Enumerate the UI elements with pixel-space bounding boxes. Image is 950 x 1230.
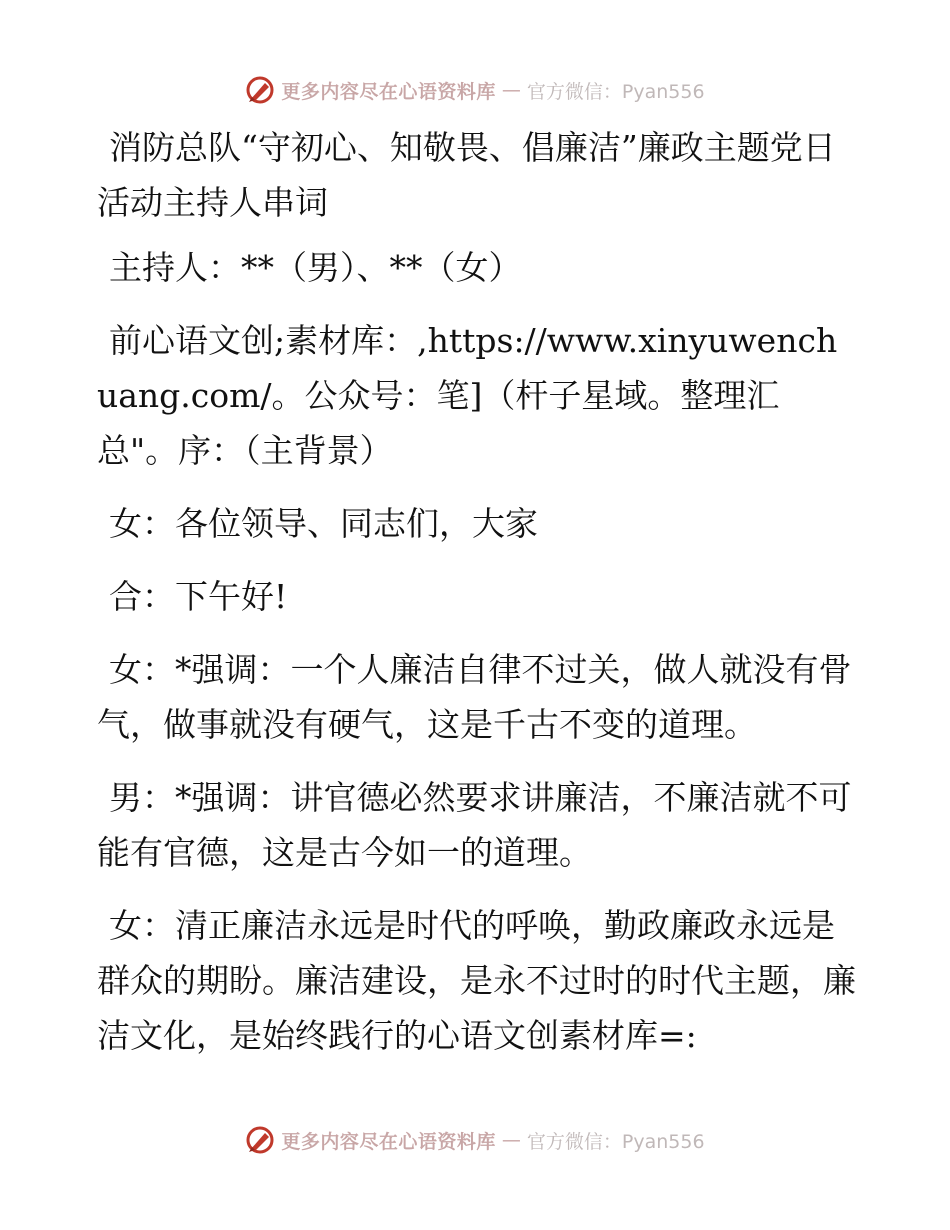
footer-banner: [0, 1120, 950, 1160]
pen-logo-icon: [245, 75, 275, 105]
banner-main-text: 更多内容尽在心语资料库: [281, 80, 496, 103]
banner-separator: —: [501, 1129, 521, 1151]
document-content: [97, 120, 857, 1081]
paragraph-female-greeting: 女：各位领导、同志们，大家: [109, 504, 538, 543]
paragraph-female-2: 女：清正廉洁永远是时代的呼唤，勤政廉政永远是群众的期盼。廉洁建设，是永不过时的时代主题，廉洁文化，是始终践行的心语文创素材库=:: [97, 906, 856, 1055]
banner-wechat-text: 官方微信：Pyan556: [526, 80, 705, 103]
banner-main-text: 更多内容尽在心语资料库: [281, 1130, 496, 1153]
footer-banner-inner: [245, 1125, 704, 1155]
header-banner: [0, 70, 950, 110]
paragraph-hosts: 主持人：**（男）、**（女）: [109, 248, 522, 287]
banner-separator: —: [501, 79, 521, 101]
document-title: 消防总队“守初心、知敬畏、倡廉洁”廉政主题党日活动主持人串词: [97, 128, 836, 222]
paragraph-source: 前心语文创;素材库：,https://www.xinyuwenchuang.com/。公众号：笔]（杆子星域。整理汇总"。序：（主背景）: [97, 321, 838, 470]
pen-logo-icon: [245, 1125, 275, 1155]
banner-wechat-text: 官方微信：Pyan556: [526, 1130, 705, 1153]
paragraph-male-1: 男：*强调：讲官德必然要求讲廉洁，不廉洁就不可能有官德，这是古今如一的道理。: [97, 778, 852, 872]
header-banner-inner: [245, 75, 704, 105]
paragraph-together: 合：下午好!: [109, 577, 288, 616]
paragraph-female-1: 女：*强调：一个人廉洁自律不过关，做人就没有骨气，做事就没有硬气，这是千古不变的道理。: [97, 650, 852, 744]
